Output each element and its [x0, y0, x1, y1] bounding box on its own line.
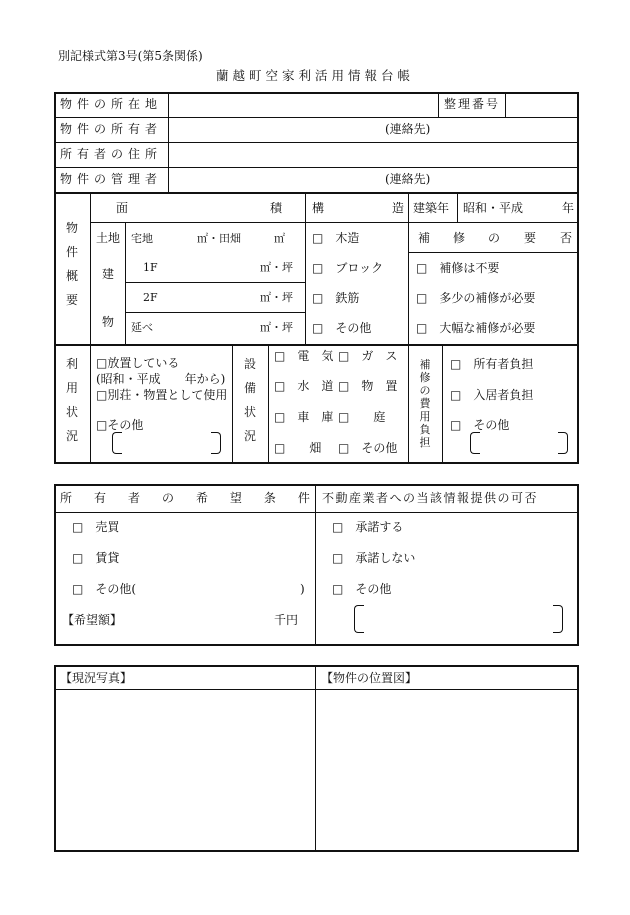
wish-other-checkbox[interactable]: □ その他( [72, 582, 137, 596]
ref-no-label: 整理番号 [444, 97, 501, 111]
owner-label: 物件の所有者 [60, 122, 163, 136]
built-year-label: 建築年 [413, 201, 450, 215]
consent-no-checkbox[interactable]: □ 承諾しない [332, 551, 416, 565]
facility-garage-checkbox[interactable]: □ 車 庫 [274, 410, 334, 424]
structure-wood-checkbox[interactable]: □ 木造 [312, 231, 360, 245]
repair-cost-label: 補 修 の 費 用 負 担 [419, 358, 431, 449]
wish-rent-checkbox[interactable]: □ 賃貸 [72, 551, 120, 565]
consent-yes-checkbox[interactable]: □ 承諾する [332, 520, 404, 534]
cost-owner-checkbox[interactable]: □ 所有者負担 [450, 357, 534, 371]
map-label: 【物件の位置図】 [321, 671, 418, 685]
structure-header-2: 造 [392, 201, 405, 215]
floor-total-label: 延べ [131, 321, 153, 334]
photo-label: 【現況写真】 [60, 671, 133, 685]
facility-electric-checkbox[interactable]: □ 電 気 [274, 349, 334, 363]
floor-2f-label: 2F [143, 291, 158, 304]
wish-header: 所 有 者 の 希 望 条 件 [60, 491, 310, 505]
area-header-1: 面 [116, 201, 129, 215]
floor-1f-unit: ㎡・坪 [260, 261, 293, 274]
overview-label: 物 件 概 要 [65, 221, 78, 307]
cost-other-checkbox[interactable]: □ その他 [450, 418, 510, 432]
year-unit: 年 [562, 201, 575, 215]
consent-other-bracket-left [354, 605, 364, 633]
area-header-2: 積 [270, 201, 283, 215]
usage-since-text: (昭和・平成 年から) [96, 372, 226, 386]
owner-address-label: 所有者の住所 [60, 147, 163, 161]
facility-other-checkbox[interactable]: □ その他 [338, 441, 398, 455]
facility-gas-checkbox[interactable]: □ ガ ス [338, 349, 398, 363]
cost-other-bracket-left [470, 432, 480, 454]
floor-1f-label: 1F [143, 261, 158, 274]
floor-2f-unit: ㎡・坪 [260, 291, 293, 304]
repair-header-1: 補 [418, 231, 431, 245]
repair-header-3: の [488, 231, 501, 245]
facility-garden-checkbox[interactable]: □ 庭 [338, 410, 386, 424]
floor-total-unit: ㎡・坪 [260, 321, 293, 334]
usage-label: 利 用 状 況 [65, 357, 78, 443]
land-label: 土地 [96, 231, 121, 245]
map-area[interactable] [317, 691, 577, 850]
facility-field-checkbox[interactable]: □ 畑 [274, 441, 322, 455]
owner-contact-label: (連絡先) [385, 122, 431, 136]
manager-label: 物件の管理者 [60, 172, 163, 186]
wish-sale-checkbox[interactable]: □ 売買 [72, 520, 120, 534]
location-label: 物件の所在地 [60, 97, 163, 111]
building-label-2: 物 [102, 315, 115, 329]
usage-abandoned-checkbox[interactable]: □放置している [96, 356, 180, 370]
facility-storage-checkbox[interactable]: □ 物 置 [338, 379, 398, 393]
structure-steel-checkbox[interactable]: □ 鉄筋 [312, 291, 360, 305]
owner-wishes-table [54, 484, 579, 646]
structure-other-checkbox[interactable]: □ その他 [312, 321, 372, 335]
land-value: 宅地 ㎡・田畑 ㎡ [131, 232, 285, 245]
repair-header-4: 要 [524, 231, 537, 245]
page-title: 蘭越町空家利活用情報台帳 [215, 68, 414, 83]
price-unit: 千円 [274, 613, 299, 627]
repair-major-checkbox[interactable]: □ 大幅な補修が必要 [416, 321, 536, 335]
consent-other-checkbox[interactable]: □ その他 [332, 582, 392, 596]
building-label-1: 建 [102, 267, 115, 281]
photo-area[interactable] [56, 691, 314, 850]
repair-none-checkbox[interactable]: □ 補修は不要 [416, 261, 500, 275]
structure-block-checkbox[interactable]: □ ブロック [312, 261, 384, 275]
wish-other-close: ) [300, 582, 305, 596]
facility-water-checkbox[interactable]: □ 水 道 [274, 379, 334, 393]
usage-villa-checkbox[interactable]: □別荘・物置として使用 [96, 388, 228, 402]
usage-other-bracket-right [211, 432, 221, 454]
usage-other-checkbox[interactable]: □その他 [96, 418, 144, 432]
repair-header-5: 否 [560, 231, 573, 245]
structure-header-1: 構 [312, 201, 325, 215]
repair-some-checkbox[interactable]: □ 多少の補修が必要 [416, 291, 536, 305]
repair-header-2: 修 [453, 231, 466, 245]
price-label: 【希望額】 [62, 613, 123, 627]
facility-label: 設 備 状 況 [243, 357, 256, 443]
cost-other-bracket-right [558, 432, 568, 454]
provision-header: 不動産業者への当該情報提供の可否 [322, 491, 539, 505]
consent-other-bracket-right [553, 605, 563, 633]
form-number: 別記様式第3号(第5条関係) [58, 49, 203, 63]
manager-contact-label: (連絡先) [385, 172, 431, 186]
era-label: 昭和・平成 [463, 201, 524, 215]
usage-other-bracket-left [112, 432, 122, 454]
cost-tenant-checkbox[interactable]: □ 入居者負担 [450, 388, 534, 402]
